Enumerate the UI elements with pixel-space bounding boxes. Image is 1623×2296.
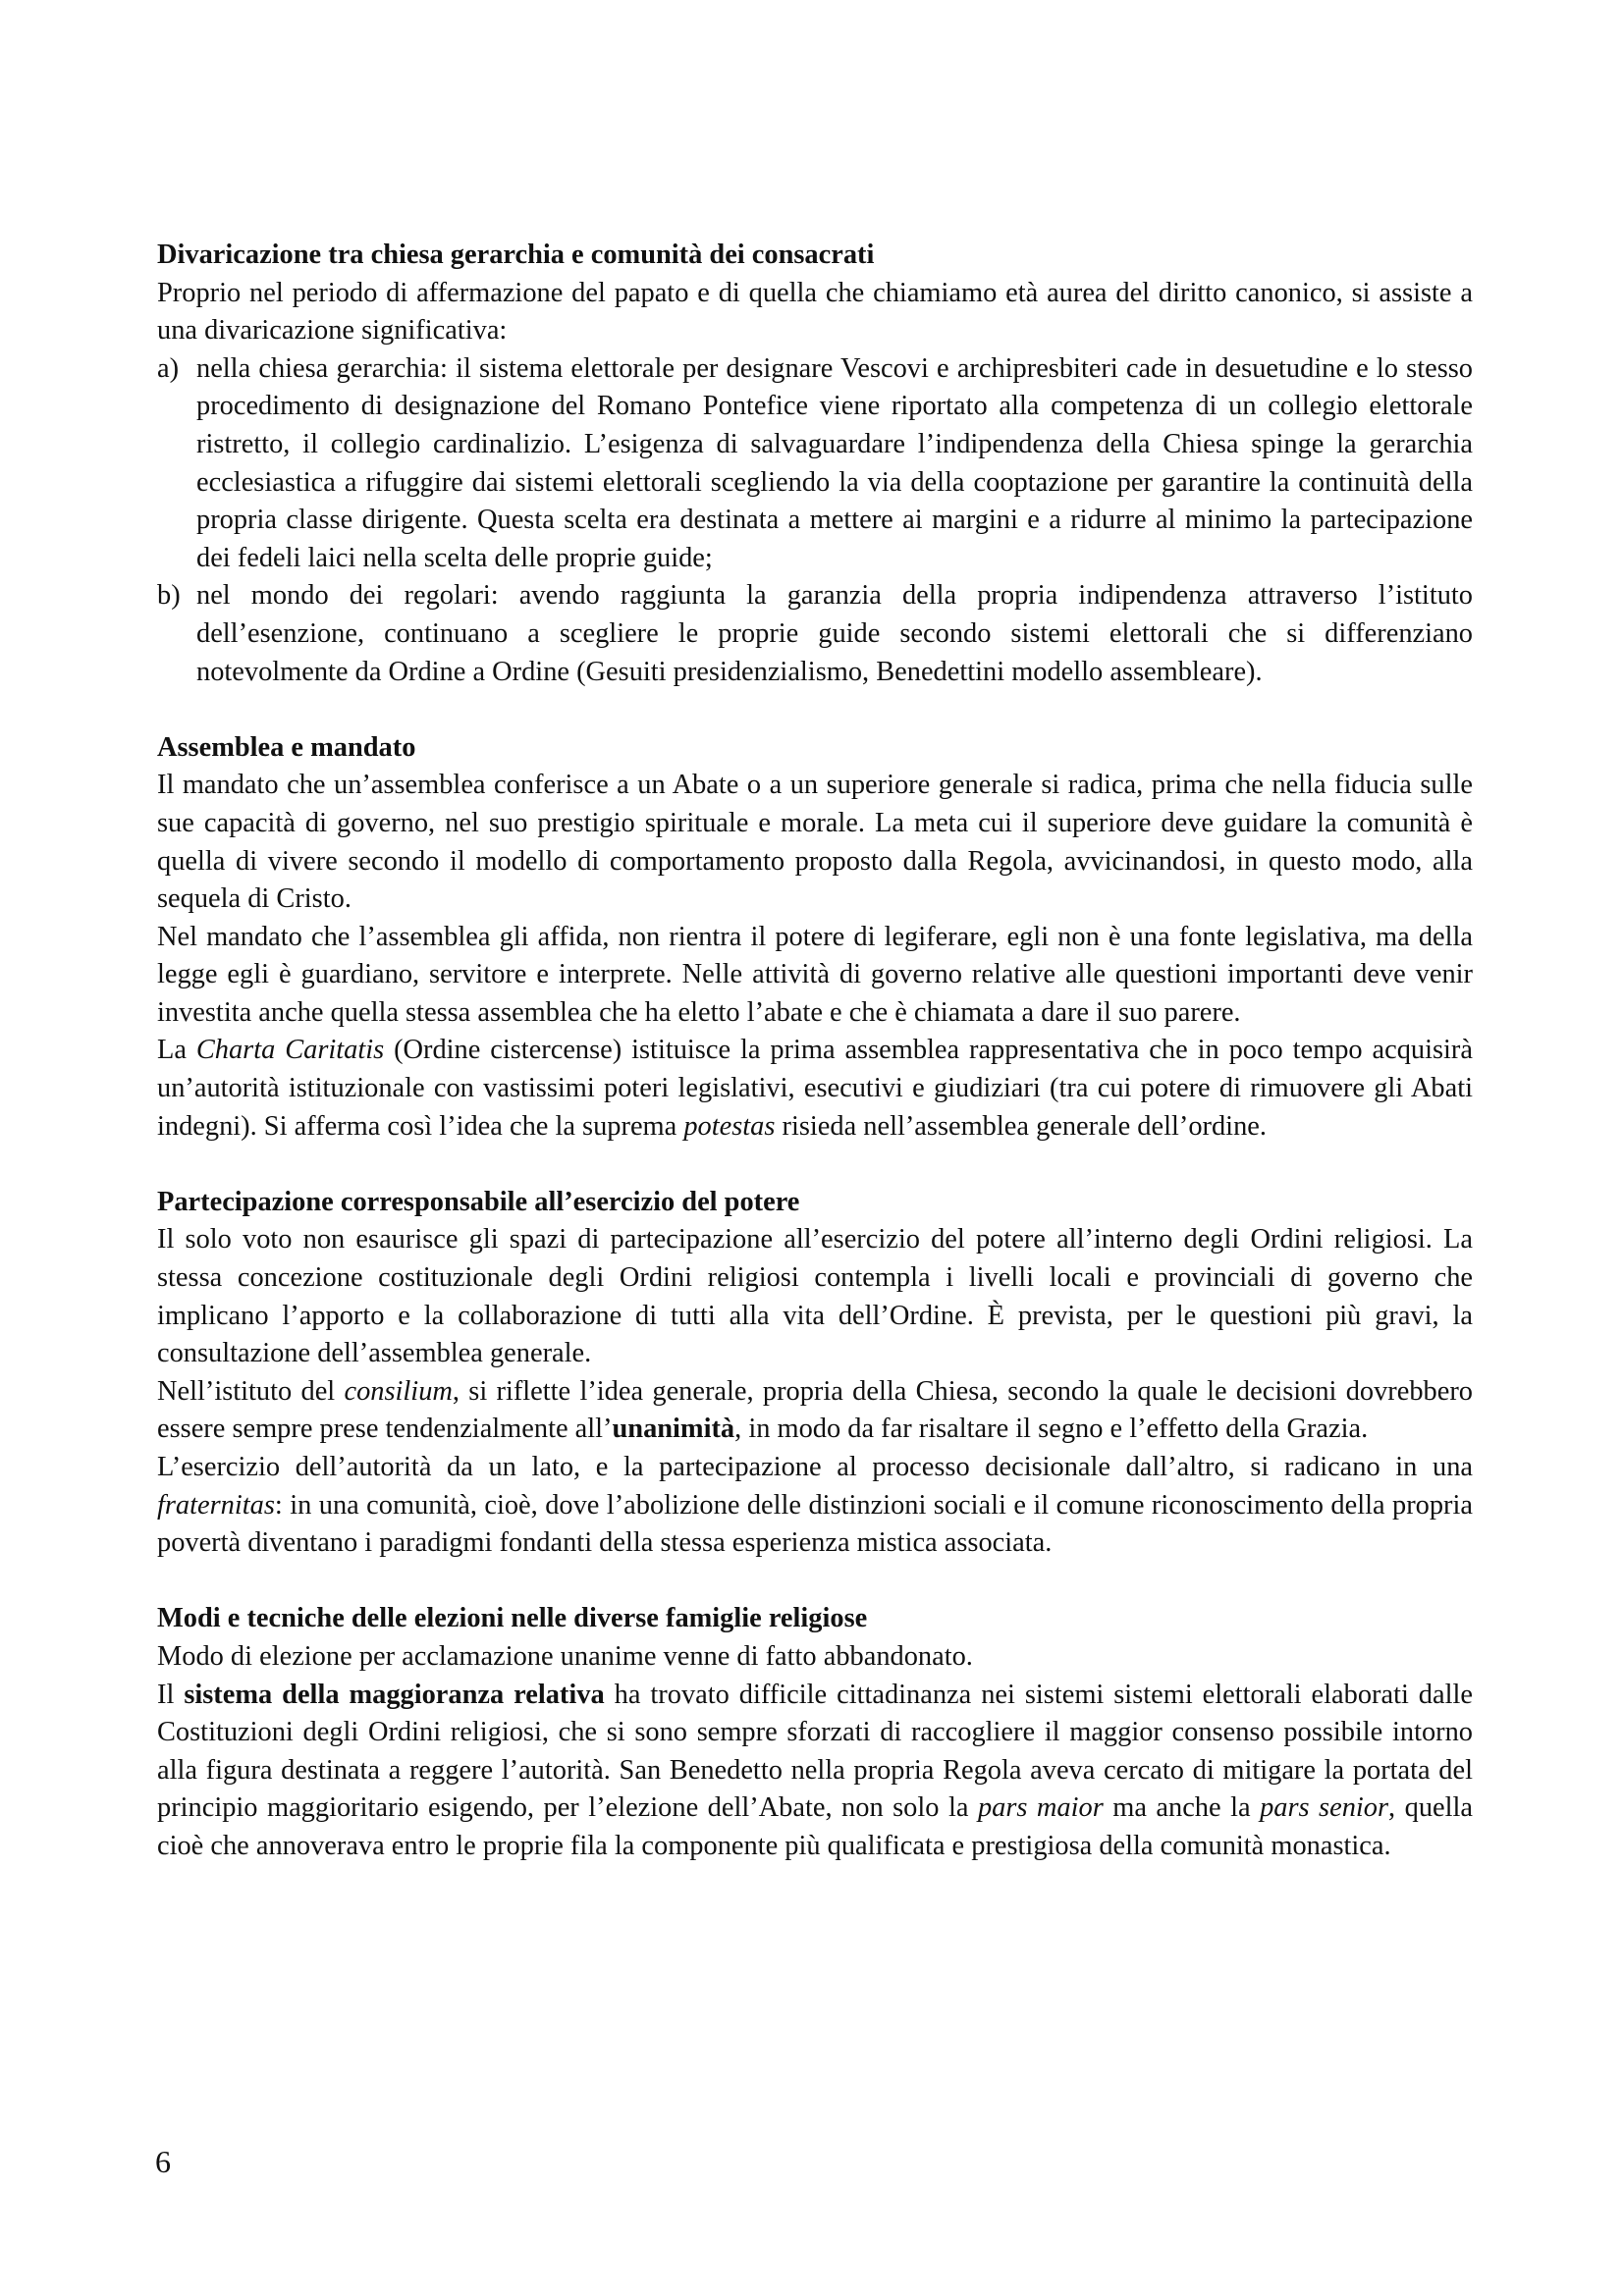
section-heading: Divaricazione tra chiesa gerarchia e comunità dei consacrati — [157, 240, 875, 270]
section-modi-tecniche — [157, 1600, 1473, 1865]
page-number: 6 — [155, 2144, 171, 2179]
section-heading: Assemblea e mandato — [157, 731, 416, 763]
emphasis-text: potestas — [683, 1110, 776, 1142]
text-run: , in modo da far risaltare il segno e l’effetto della Grazia. — [734, 1414, 1369, 1445]
emphasis-text: Charta Caritatis — [195, 1035, 385, 1066]
paragraph — [157, 1449, 1473, 1563]
paragraph: Il solo voto non esaurisce gli spazi di partecipazione all’esercizio del potere all’interno degli Ordini religiosi. La stessa concezione costituzionale degli Ordini religiosi contempla i livelli locali e provinciali di governo che implicano l’apporto e la collaborazione di tutti alla vita dell’Ordine. È prevista, per le questioni più gravi, la consultazione dell’assemblea generale. — [157, 1224, 1473, 1369]
paragraph: Il mandato che un’assemblea conferisce a un Abate o a un superiore generale si radica, prima che nella fiducia sulle sue capacità di governo, nel suo prestigio spirituale e morale. La meta cui il superiore deve guidare la comunità è quella di vivere secondo il modello di comportamento proposto dalla Regola, avvicinandosi, in questo modo, alla sequela di Cristo. — [157, 770, 1473, 915]
text-run: Il — [157, 1679, 185, 1710]
text-run: ma anche la — [1103, 1792, 1261, 1824]
list-marker: b) — [157, 580, 181, 612]
emphasis-text: consilium — [344, 1375, 453, 1407]
paragraph: Nel mandato che l’assemblea gli affida, non rientra il potere di legiferare, egli non è una fonte legislativa, ma della legge egli è guardiano, servitore e interprete. Nelle attività di governo relative alle questioni importanti deve venir investita anche quella stessa assemblea che ha eletto l’abate e che è chiamata a dare il suo parere. — [157, 921, 1473, 1028]
emphasis-text: fraternitas — [157, 1489, 275, 1521]
document-page — [157, 237, 1473, 1866]
text-run: : in una comunità, cioè, dove l’abolizione delle distinzioni sociali e il comune riconoscimento della propria povertà diventano i paradigmi fondanti della stessa esperienza mistica associata. — [157, 1489, 1473, 1559]
paragraph — [157, 1373, 1473, 1449]
text-run: , si riflette l’idea generale, propria della Chiesa, secondo la quale le decisioni dovrebbero essere sempre prese tendenzialmente all’ — [157, 1375, 1473, 1445]
section-heading: Modi e tecniche delle elezioni nelle diverse famiglie religiose — [157, 1603, 868, 1634]
section-assemblea-mandato — [157, 729, 1473, 1147]
list-item-text: nel mondo dei regolari: avendo raggiunta la garanzia della propria indipendenza attraverso l’istituto dell’esenzione, continuano a scegliere le proprie guide secondo sistemi elettorali che si differenziano notevolmente da Ordine a Ordine (Gesuiti presidenzialismo, Benedettini modello assembleare). — [196, 580, 1473, 687]
section-partecipazione — [157, 1184, 1473, 1563]
bold-text: unanimità — [612, 1414, 735, 1445]
section-heading: Partecipazione corresponsabile all’esercizio del potere — [157, 1186, 800, 1217]
paragraph: Modo di elezione per acclamazione unanime venne di fatto abbandonato. — [157, 1640, 973, 1672]
paragraph — [157, 1032, 1473, 1146]
text-run: La — [157, 1035, 196, 1066]
paragraph — [157, 1677, 1473, 1866]
list-item-text: nella chiesa gerarchia: il sistema elettorale per designare Vescovi e archipresbiteri cade in desuetudine e lo stesso procedimento di designazione del Romano Pontefice viene riportato alla competenza di un collegio elettorale ristretto, il collegio cardinalizio. L’esigenza di salvaguardare l’indipendenza della Chiesa spinge la gerarchia ecclesiastica a rifuggire dai sistemi elettorali scegliendo la via della cooptazione per garantire la continuità della propria classe dirigente. Questa scelta era destinata a mettere ai margini e a ridurre al minimo la partecipazione dei fedeli laici nella scelta delle proprie guide; — [196, 352, 1473, 573]
text-run: , quella cioè che annoverava entro le proprie fila la componente più qualificata e prestigiosa della comunità monastica. — [157, 1792, 1474, 1861]
list — [157, 350, 1473, 691]
emphasis-text: pars senior — [1260, 1792, 1389, 1824]
text-run: ha trovato difficile cittadinanza nei sistemi sistemi elettorali elaborati dalle Costituzioni degli Ordini religiosi, che si sono sempre sforzati di raccogliere il maggior consenso possibile intorno alla figura destinata a reggere l’autorità. San Benedetto nella propria Regola aveva cercato di mitigare la portata del principio maggioritario esigendo, per l’elezione dell’Abate, non solo la — [157, 1679, 1473, 1824]
emphasis-text: pars maior — [977, 1792, 1104, 1824]
list-item — [157, 350, 1473, 578]
list-marker: a) — [157, 352, 180, 384]
paragraph: Proprio nel periodo di affermazione del papato e di quella che chiamiamo età aurea del diritto canonico, si assiste a una divaricazione significativa: — [157, 277, 1473, 347]
text-run: risieda nell’assemblea generale dell’ordine. — [775, 1110, 1267, 1142]
section-divaricazione — [157, 237, 1473, 691]
list-item — [157, 577, 1473, 691]
text-run: (Ordine cistercense) istituisce la prima assemblea rappresentativa che in poco tempo acquisirà un’autorità istituzionale con vastissimi poteri legislativi, esecutivi e giudiziari (tra cui potere di rimuovere gli Abati indegni). Si afferma così l’idea che la suprema — [157, 1035, 1473, 1142]
text-run: Nell’istituto del — [157, 1375, 345, 1407]
bold-text: sistema della maggioranza relativa — [184, 1679, 605, 1710]
text-run: L’esercizio dell’autorità da un lato, e la partecipazione al processo decisionale dall’altro, si radicano in una — [157, 1452, 1473, 1482]
